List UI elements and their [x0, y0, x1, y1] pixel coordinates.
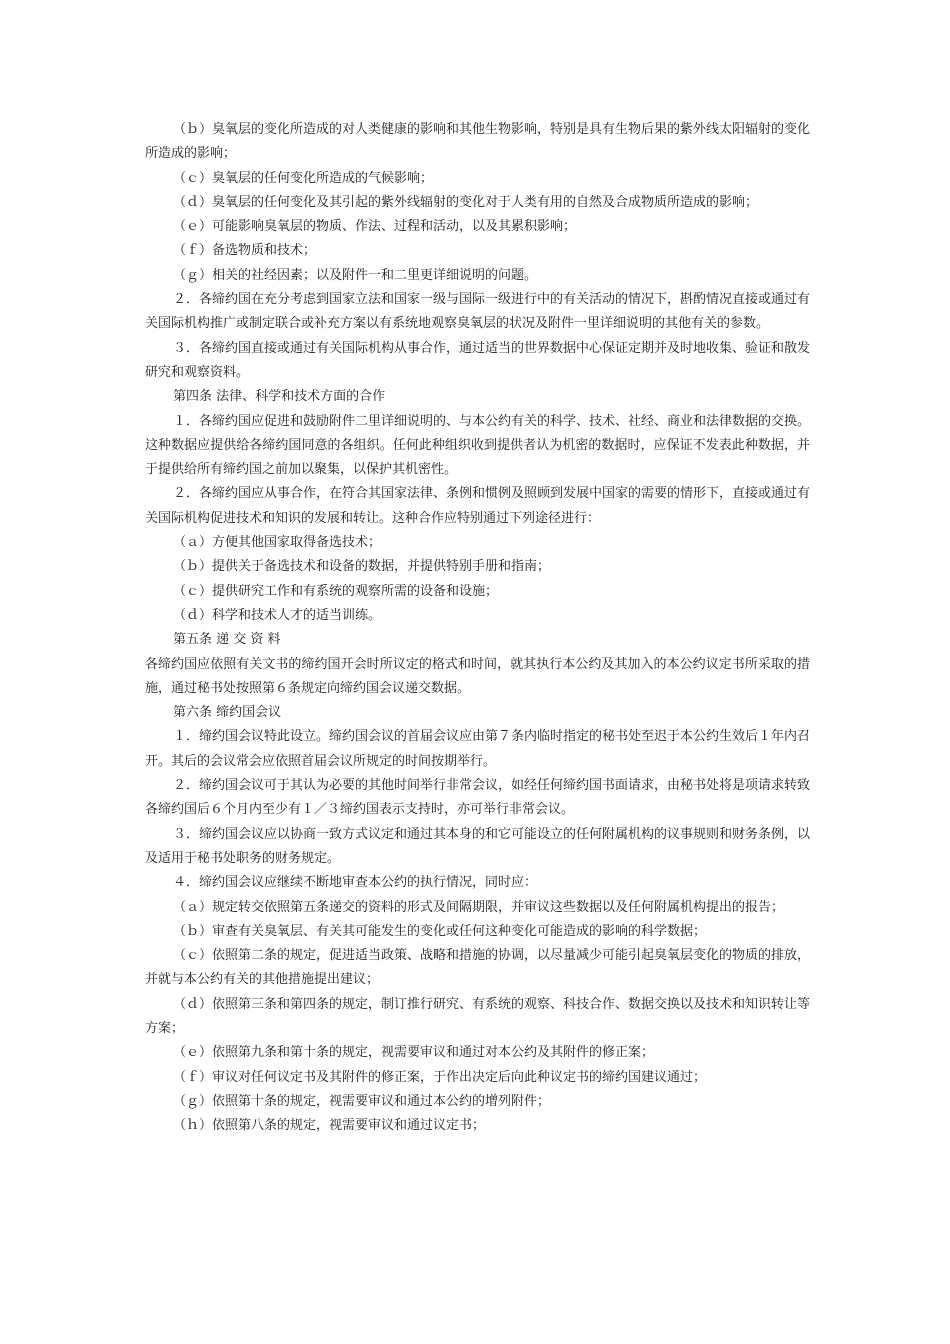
paragraph-art6-clause4: ４．缔约国会议应继续不断地审查本公约的执行情况，同时应： — [173, 875, 538, 891]
paragraph-art6-clause1: １．缔约国会议特此设立。缔约国会议的首届会议应由第７条内临时指定的秘书处至迟于本公约生效后１年内召开。其后的会议常会应依照首届会议所规定的时间按期举行。 — [145, 729, 811, 769]
paragraph-art6-clause3: ３．缔约国会议应以协商一致方式议定和通过其本身的和它可能设立的任何附属机构的议事规则和财务条例，以及适用于秘书处职务的财务规定。 — [145, 826, 811, 866]
paragraph-art3-clause3: ３．各缔约国直接或通过有关国际机构从事合作，通过适当的世界数据中心保证定期并及时地收集、验证和散发研究和观察资料。 — [145, 340, 811, 380]
paragraph-art6-item-h: （ｈ）依照第八条的规定，视需要审议和通过议定书； — [173, 1118, 486, 1134]
paragraph-art4-clause1: １．各缔约国应促进和鼓励附件二里详细说明的、与本公约有关的科学、技术、社经、商业和法律数据的交换。这种数据应提供给各缔约国同意的各组织。任何此种组织收到提供者认为机密的数据时，应保证不发表此种数据，并于提供给所有缔约国之前加以聚集，以保护其机密性。 — [145, 413, 811, 478]
paragraph-art6-item-f: （ｆ）审议对任何议定书及其附件的修正案，于作出决定后向此种议定书的缔约国建议通过； — [173, 1069, 707, 1085]
document-page — [145, 118, 810, 1138]
paragraph-item-d-materials: （ｄ）臭氧层的任何变化及其引起的紫外线辐射的变化对于人类有用的自然及合成物质所造成的影响； — [173, 194, 759, 210]
paragraph-art6-item-c: （ｃ）依照第二条的规定，促进适当政策、战略和措施的协调，以尽量减少可能引起臭氧层变化的物质的排放，并就与本公约有关的其他措施提出建议； — [145, 948, 811, 988]
paragraph-item-e-substances: （ｅ）可能影响臭氧层的物质、作法、过程和活动，以及其累积影响； — [173, 219, 577, 235]
article-4-heading: 第四条 法律、科学和技术方面的合作 — [173, 389, 386, 405]
paragraph-art6-item-g: （ｇ）依照第十条的规定，视需要审议和通过本公约的增列附件； — [173, 1093, 551, 1109]
paragraph-art6-item-d: （ｄ）依照第三条和第四条的规定，制订推行研究、有系统的观察、科技合作、数据交换以及技术和知识转让等方案； — [145, 996, 811, 1036]
paragraph-item-c-climate: （ｃ）臭氧层的任何变化所造成的气候影响； — [173, 170, 434, 186]
paragraph-item-b-health: （ｂ）臭氧层的变化所造成的对人类健康的影响和其他生物影响，特别是具有生物后果的紫外线太阳辐射的变化所造成的影响； — [145, 122, 811, 162]
paragraph-art6-clause2: ２．缔约国会议可于其认为必要的其他时间举行非常会议，如经任何缔约国书面请求，由秘书处将是项请求转致各缔约国后６个月内至少有１／３缔约国表示支持时，亦可举行非常会议。 — [145, 778, 811, 818]
paragraph-art6-item-a: （ａ）规定转交依照第五条递交的资料的形式及间隔期限，并审议这些数据以及任何附属机构提出的报告； — [173, 899, 785, 915]
paragraph-art6-item-e: （ｅ）依照第九条和第十条的规定，视需要审议和通过对本公约及其附件的修正案； — [173, 1045, 655, 1061]
paragraph-art5-body: 各缔约国应依照有关文书的缔约国开会时所议定的格式和时间，就其执行本公约及其加入的本公约议定书所采取的措施，通过秘书处按照第６条规定向缔约国会议递交数据。 — [145, 656, 810, 696]
paragraph-art4-item-d: （ｄ）科学和技术人才的适当训练。 — [173, 607, 382, 623]
paragraph-art4-item-b: （ｂ）提供关于备选技术和设备的数据，并提供特别手册和指南； — [173, 559, 551, 575]
paragraph-art4-clause2: ２．各缔约国应从事合作，在符合其国家法律、条例和惯例及照顾到发展中国家的需要的情形下，直接或通过有关国际机构促进技术和知识的发展和转让。这种合作应特别通过下列途径进行： — [145, 486, 811, 526]
article-6-heading: 第六条 缔约国会议 — [173, 705, 282, 721]
article-5-heading: 第五条 递 交 资 料 — [173, 632, 281, 648]
paragraph-art6-item-b: （ｂ）审查有关臭氧层、有关其可能发生的变化或任何这种变化可能造成的影响的科学数据； — [173, 923, 707, 939]
paragraph-item-f-alternatives: （ｆ）备选物质和技术； — [173, 243, 317, 259]
paragraph-art4-item-c: （ｃ）提供研究工作和有系统的观察所需的设备和设施； — [173, 583, 499, 599]
paragraph-art3-clause2: ２．各缔约国在充分考虑到国家立法和国家一级与国际一级进行中的有关活动的情况下，斟酌情况直接或通过有关国际机构推广或制定联合或补充方案以有系统地观察臭氧层的状况及附件一里详细说明的其他有关的参数。 — [145, 292, 811, 332]
paragraph-item-g-socioeconomic: （ｇ）相关的社经因素；以及附件一和二里更详细说明的问题。 — [173, 267, 538, 283]
paragraph-art4-item-a: （ａ）方便其他国家取得备选技术； — [173, 535, 382, 551]
